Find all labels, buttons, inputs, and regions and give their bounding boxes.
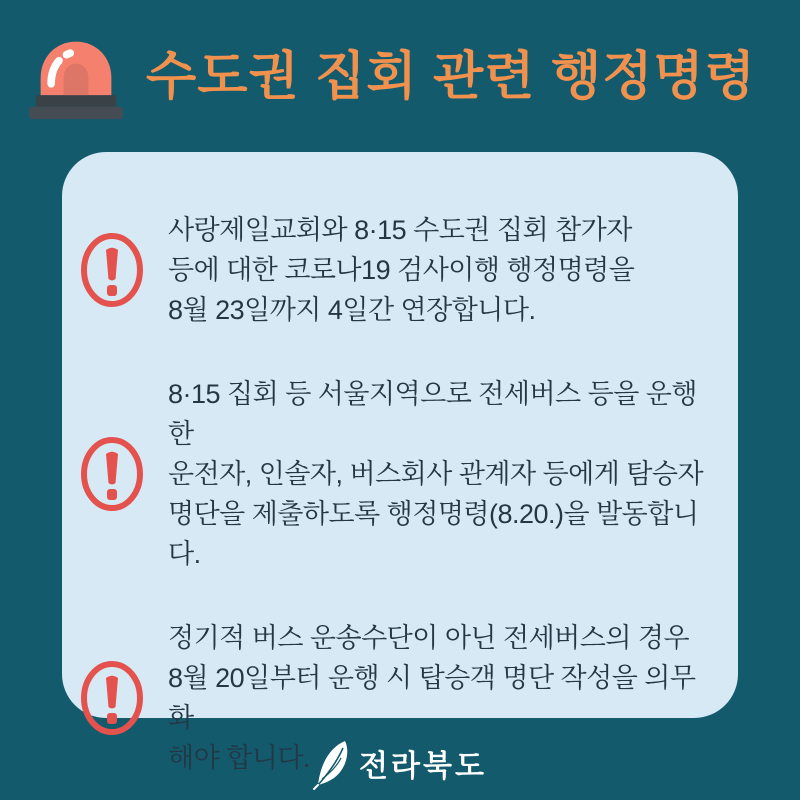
logo-text: 전라북도 <box>359 750 487 783</box>
page-title: 수도권 집회 관련 행정명령 <box>146 48 756 107</box>
exclamation-circle-icon <box>80 232 144 308</box>
siren-icon <box>28 34 124 122</box>
notice-line: 운전자, 인솔자, 버스회사 관계자 등에게 탐승자 <box>168 459 704 489</box>
notice-line: 해야 합니다. <box>168 743 310 773</box>
notice-text <box>168 374 708 574</box>
exclamation-circle-icon <box>80 436 144 512</box>
notice-line: 명단을 제출하도록 행정명령(8.20.)을 발동합니다. <box>168 499 699 569</box>
notice-line: 8월 23일까지 4일간 연장합니다. <box>168 295 536 325</box>
notice-line: 8월 20일부터 운행 시 탑승객 명단 작성을 의무화 <box>168 663 696 733</box>
footer-logo <box>0 738 800 788</box>
header <box>0 0 800 122</box>
notice-text <box>168 210 634 330</box>
exclamation-circle-icon <box>80 660 144 736</box>
notice-line: 정기적 버스 운송수단이 아닌 전세버스의 경우 <box>168 623 690 653</box>
notice-line: 등에 대한 코로나19 검사이행 행정명령을 <box>168 255 635 285</box>
notice-line: 8·15 집회 등 서울지역으로 전세버스 등을 운행한 <box>168 379 697 449</box>
notice-item-2 <box>80 374 708 574</box>
feather-icon <box>313 738 355 790</box>
notice-line: 사랑제일교회와 8·15 수도권 집회 참가자 <box>168 215 632 245</box>
notice-item-1 <box>80 210 708 330</box>
